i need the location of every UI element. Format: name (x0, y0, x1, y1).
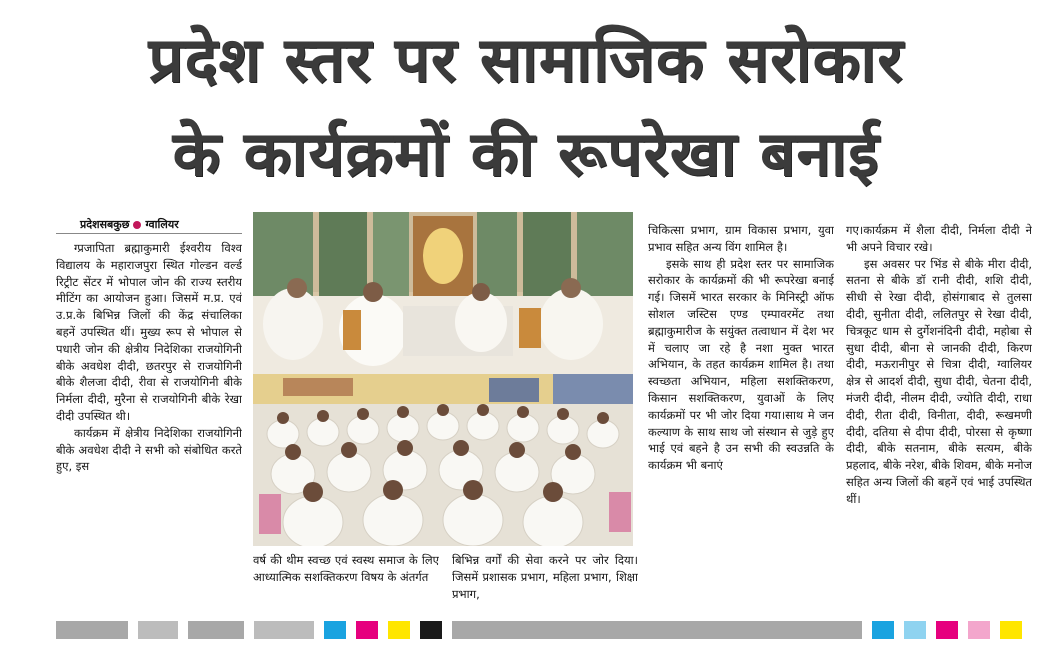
audience-seated-photo (253, 374, 633, 546)
color-swatch (388, 621, 410, 639)
headline-line-1: प्रदेश स्तर पर सामाजिक सरोकार (148, 23, 904, 96)
bullet-dot-icon (133, 221, 141, 229)
paragraph: चिकित्सा प्रभाग, ग्राम विकास प्रभाग, युवा प्रभाव सहित अन्य विंग शामिल है। (648, 223, 834, 254)
paragraph: इसके साथ ही प्रदेश स्तर पर सामाजिक सरोकार के कार्यक्रमों की भी रूपरेखा बनाई गई। जिसमें भारत सरकार के मिनिस्ट्री ऑफ सोशल जस्टिस एण्ड एम्पावरमेंट तथा ब्रह्माकुमारीज के सयुंक्त तत्वाधान में देश भर में चलाए जा रहे है नशा मुक्त भारत अभियान, के तहत कार्यक्रम शामिल है। तथा स्वच्छता अभियान, महिला सशक्तिकरण, किसान सशक्तिकरण, युवाओं के लिए कार्यक्रमों पर भी जोर दिया गया।साथ मे जन कल्याण के साथ साथ जो संस्थान से जुड़े हुए भाई एवं बहने है उन सभी की स्वउन्नति के कार्यक्रम भी बनाएं (648, 256, 834, 473)
paragraph: बिभिन्न वर्गों की सेवा करने पर जोर दिया। जिसमें प्रशासक प्रभाग, महिला प्रभाग, शिक्षा प्रभाग, (452, 553, 638, 601)
dateline-city: ग्वालियर (145, 218, 179, 231)
color-swatch (904, 621, 926, 639)
color-swatch (188, 621, 244, 639)
paragraph: वर्ष की थीम स्वच्छ एवं स्वस्थ समाज के लिए आध्यात्मिक सशक्तिकरण विषय के अंतर्गत (253, 553, 439, 584)
color-swatch (452, 621, 862, 639)
paragraph: इस अवसर पर भिंड से बीके मीरा दीदी, सतना से बीके डॉ रानी दीदी, शशि दीदी, सीधी से रेखा दीदी, होसंगाबाद से तुलसा दीदी, सुनीता दीदी, ललितपुर से रेखा दीदी, चित्रकूट धाम से दुर्गेशनंदिनी दीदी, महोबा से सुधा दीदी, बीना से जानकी दीदी, किरण दीदी, मऊरानीपुर से चित्रा दीदी, ग्वालियर क्षेत्र से आदर्श दीदी, सुधा दीदी, चेतना दीदी, मंजरी दीदी, नीलम दीदी, ज्योति दीदी, राधा दीदी, रीता दीदी, विनीता, दीदी, रूखमणी दीदी, दतिया से दीपा दीदी, पोरसा से कृष्णा दीदी, बीके सतनाम, बीके सत्यम, बीके प्रहलाद, बीके नरेश, बीके शिवम, बीके मनोज सहित अन्य जिलों की बहनें एवं भाई उपस्थित थीं। (846, 256, 1032, 506)
divider (56, 233, 242, 234)
dateline-source: प्रदेशसबकुछ (80, 218, 130, 231)
headline-line-2: के कार्यक्रमों की रूपरेखा बनाई (172, 117, 880, 190)
article-column-5 (846, 222, 1032, 614)
article-column-2 (253, 552, 439, 612)
color-swatch (356, 621, 378, 639)
color-swatch (936, 621, 958, 639)
color-swatch (968, 621, 990, 639)
color-swatch (254, 621, 314, 639)
color-swatch (324, 621, 346, 639)
dateline (80, 217, 179, 232)
speakers-stage-photo (253, 212, 633, 374)
print-color-bar (56, 621, 1052, 639)
paragraph: कार्यक्रम में क्षेत्रीय निदेशिका राजयोगिनी बीके अवधेश दीदी ने सभी को संबोधित करते हुए, इस (56, 425, 242, 474)
color-swatch (1000, 621, 1022, 639)
color-swatch (420, 621, 442, 639)
color-swatch (138, 621, 178, 639)
paragraph: ग्प्रजापिता ब्रह्माकुमारी ईश्वरीय विश्व विद्यालय के महाराजपुरा स्थित गोल्डन वर्ल्ड रिट्रीट सेंटर में भोपाल जोन की राज्य स्तरीय मीटिंग का आयोजन हुआ। जिसमें म.प्र. एवं उ.प्र.के बिभिन्न जिलों की केंद्र संचालिका बहनें उपस्थित थीं। मुख्य रूप से भोपाल से पधारी जोन की क्षेत्रीय निदेशिका राजयोगिनी बीके अवधेश दीदी, छतरपुर से राजयोगिनी बीके शैलजा दीदी, रीवा से राजयोगिनी बीके निर्मला दीदी, मुरैना से राजयोगिनी बीके रेखा दीदी उपस्थित थी। (56, 241, 242, 423)
color-swatch (872, 621, 894, 639)
paragraph: गए।कार्यक्रम में शैला दीदी, निर्मला दीदी ने भी अपने विचार रखे। (846, 223, 1032, 254)
article-column-4 (648, 222, 834, 614)
color-swatch (56, 621, 128, 639)
article-column-1 (56, 240, 242, 610)
article-column-3 (452, 552, 638, 612)
